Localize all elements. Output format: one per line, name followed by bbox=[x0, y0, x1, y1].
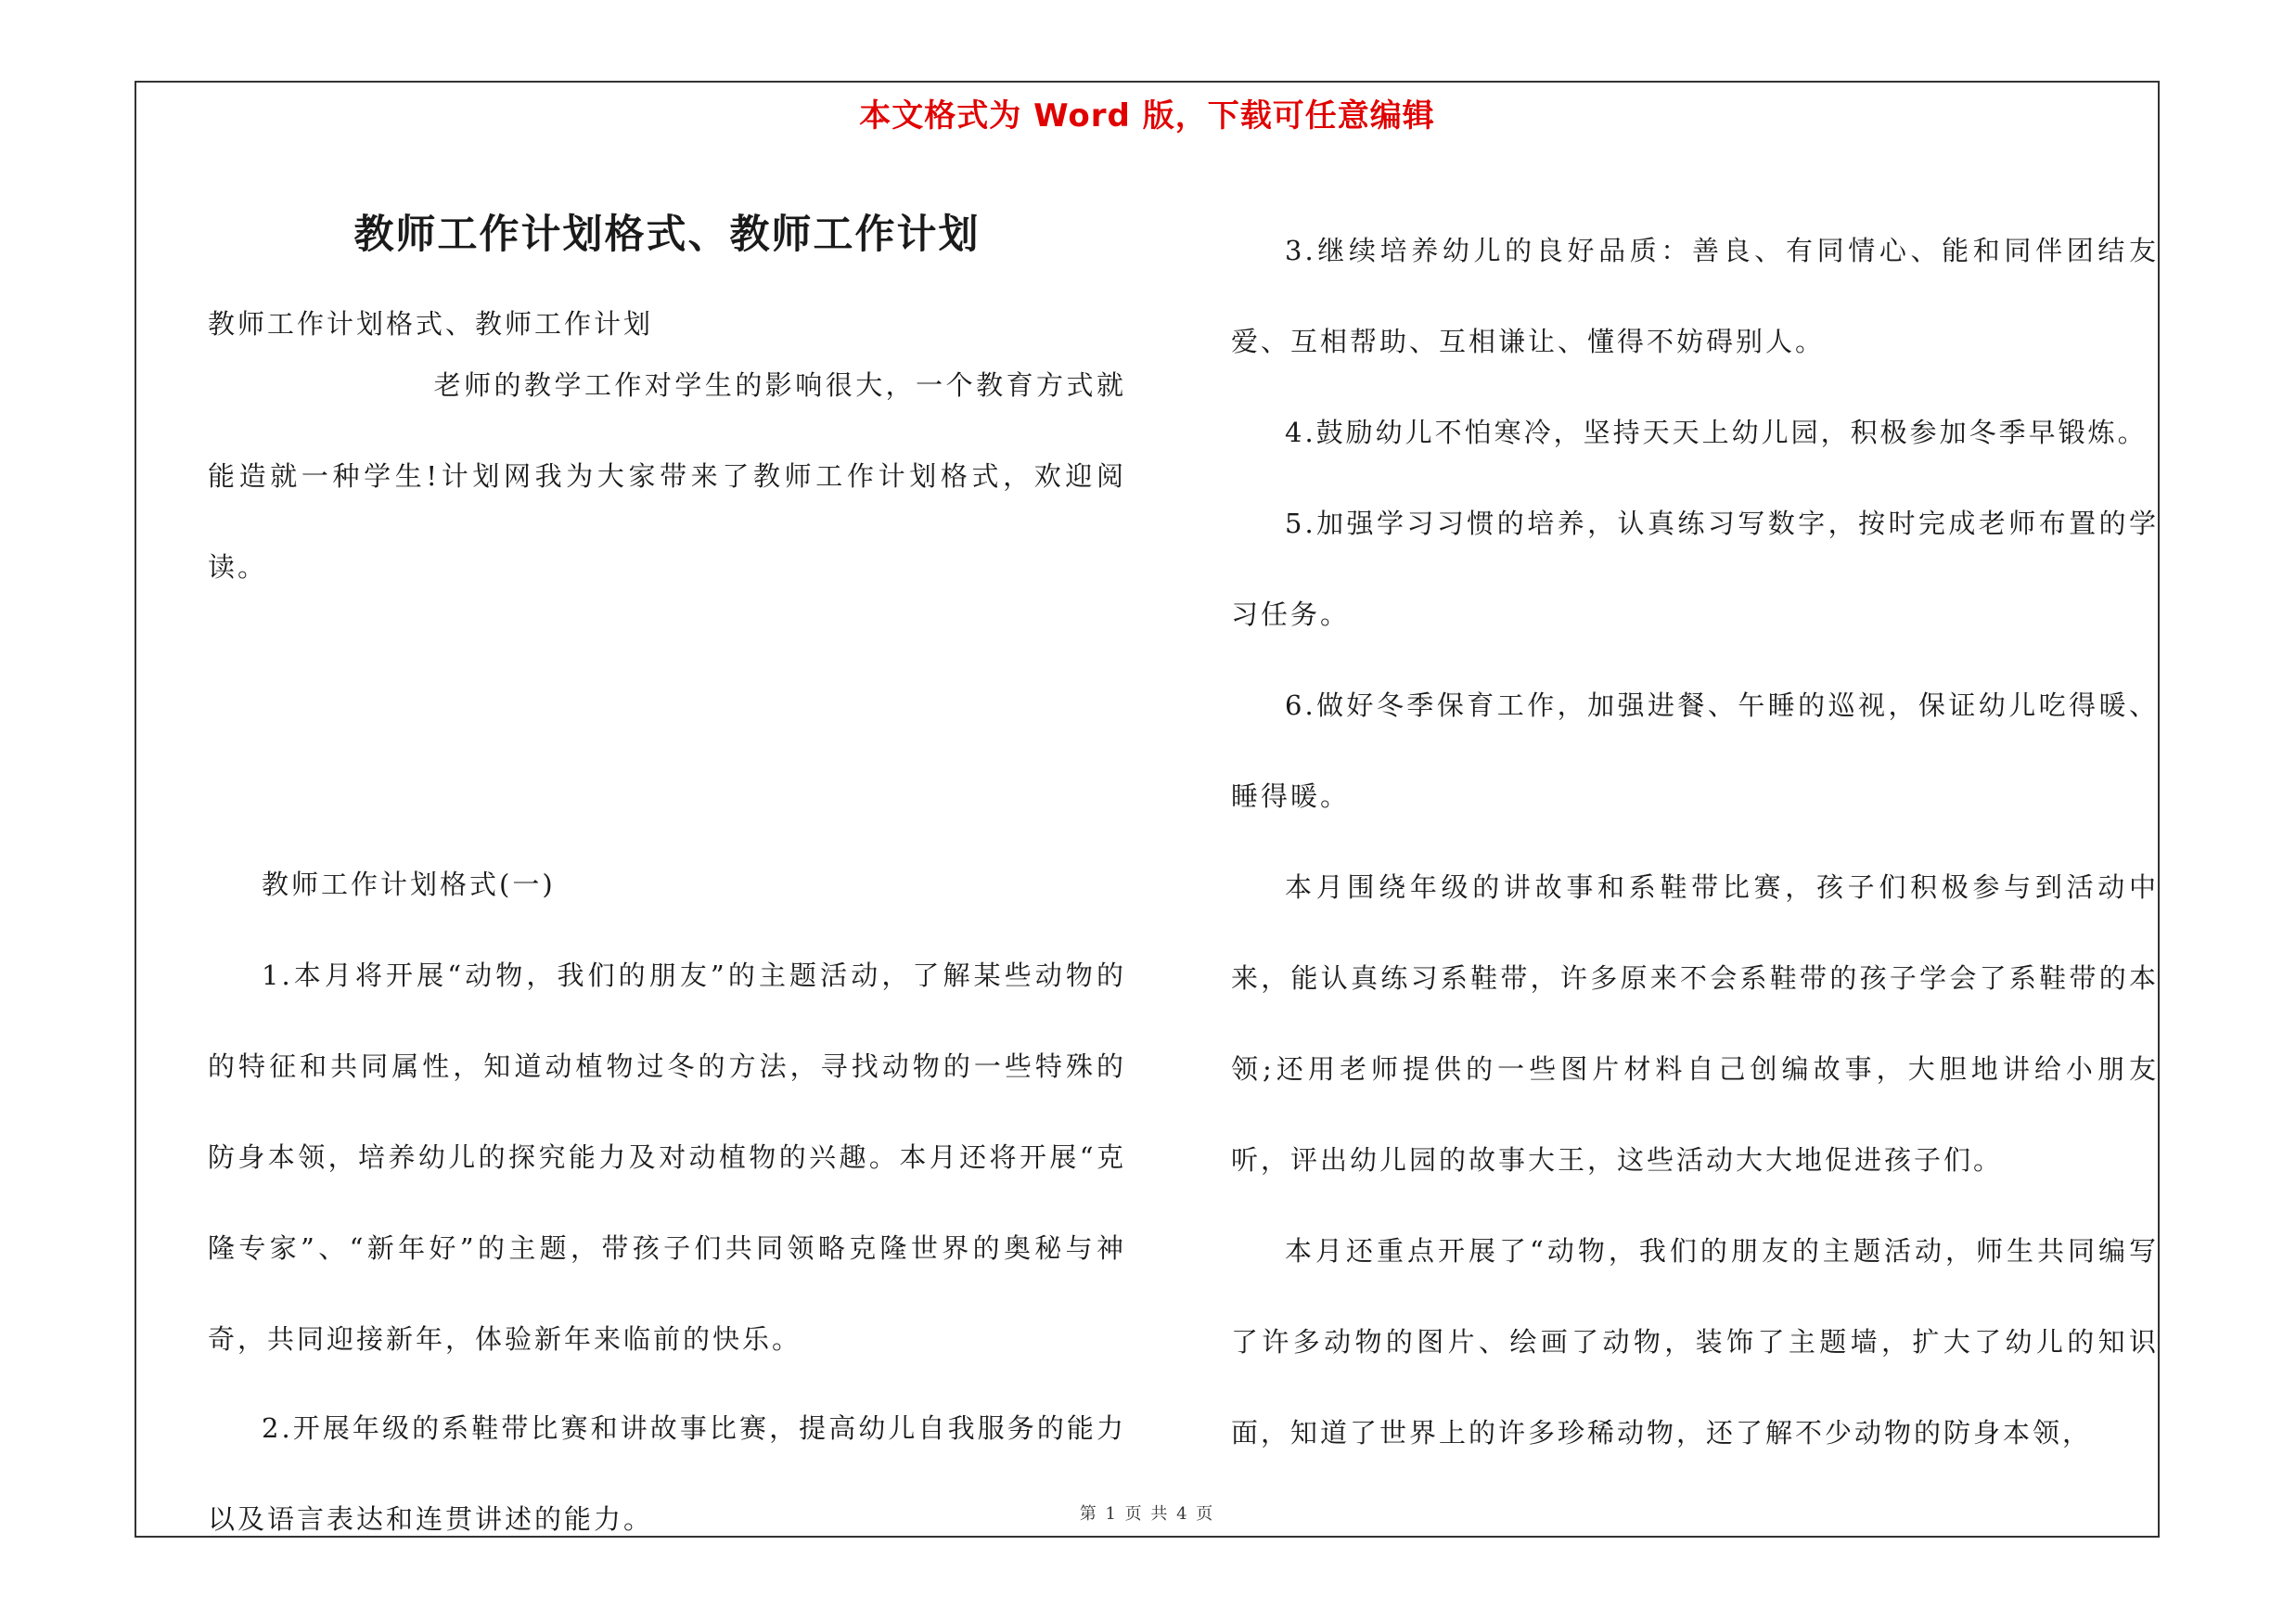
list-item-2: 2.开展年级的系鞋带比赛和讲故事比赛，提高幼儿自我服务的能力以及语言表达和连贯讲述的能力。 bbox=[208, 1412, 1126, 1535]
theme-activity-paragraph: 本月还重点开展了“动物，我们的朋友的主题活动，师生共同编写了许多动物的图片、绘画了动物，装饰了主题墙，扩大了幼儿的知识面，知道了世界上的许多珍稀动物，还了解不少动物的防身本领， bbox=[1231, 1235, 2159, 1449]
section-heading: 教师工作计划格式(一) bbox=[262, 869, 556, 900]
page-frame bbox=[135, 81, 2160, 1538]
word-format-banner: 本文格式为 Word 版，下载可任意编辑 bbox=[859, 97, 1435, 135]
list-item-4: 4.鼓励幼儿不怕寒冷，坚持天天上幼儿园，积极参加冬季早锻炼。 bbox=[1285, 417, 2148, 448]
list-item-5: 5.加强学习习惯的培养，认真练习写数字，按时完成老师布置的学习任务。 bbox=[1231, 508, 2159, 630]
list-item-1: 1.本月将开展“动物，我们的朋友”的主题活动，了解某些动物的的特征和共同属性，知道动植物过冬的方法，寻找动物的一些特殊的防身本领，培养幼儿的探究能力及对动植物的兴趣。本月还将开展“克隆专家”、“新年好”的主题，带孩子们共同领略克隆世界的奥秘与神奇，共同迎接新年，体验新年来临前的快乐。 bbox=[208, 960, 1126, 1355]
story-contest-paragraph: 本月围绕年级的讲故事和系鞋带比赛，孩子们积极参与到活动中来，能认真练习系鞋带，许多原来不会系鞋带的孩子学会了系鞋带的本领;还用老师提供的一些图片材料自己创编故事，大胆地讲给小朋友听，评出幼儿园的故事大王，这些活动大大地促进孩子们。 bbox=[1231, 871, 2159, 1176]
intro-paragraph: 老师的教学工作对学生的影响很大，一个教育方式就能造就一种学生!计划网我为大家带来了教师工作计划格式，欢迎阅读。 bbox=[208, 369, 1126, 583]
document-title: 教师工作计划格式、教师工作计划 bbox=[353, 212, 981, 258]
list-item-3: 3.继续培养幼儿的良好品质：善良、有同情心、能和同伴团结友爱、互相帮助、互相谦让、懂得不妨碍别人。 bbox=[1231, 235, 2159, 357]
page-number: 第 1 页 共 4 页 bbox=[1079, 1504, 1215, 1524]
subtitle-paragraph: 教师工作计划格式、教师工作计划 bbox=[208, 308, 654, 340]
list-item-6: 6.做好冬季保育工作，加强进餐、午睡的巡视，保证幼儿吃得暖、睡得暖。 bbox=[1231, 689, 2159, 812]
